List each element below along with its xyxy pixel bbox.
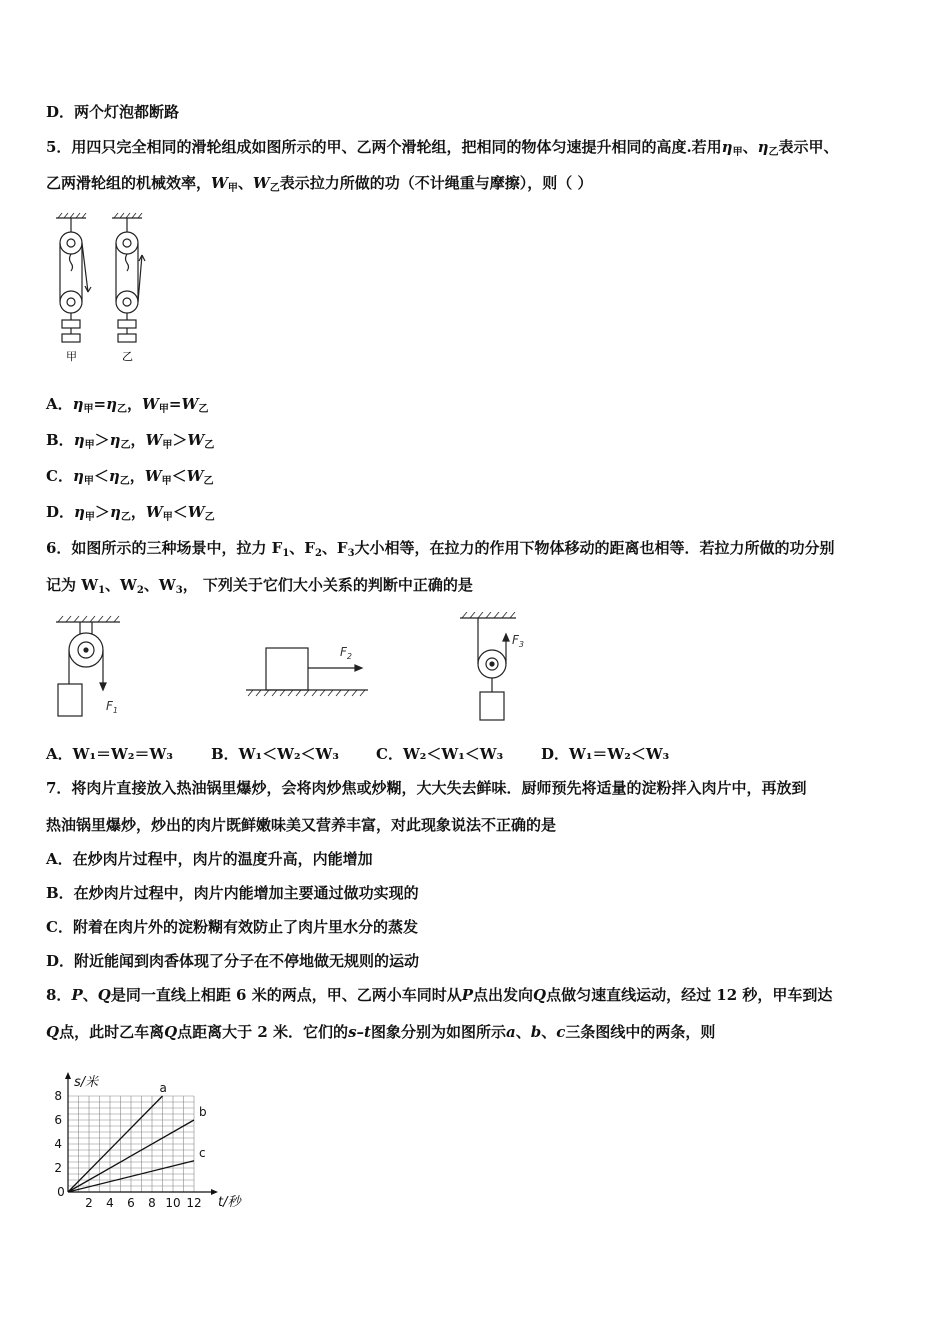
q6-fig-label-f1: $F_1$ — [106, 699, 118, 715]
q8-stem-line2: Q点，此时乙车离Q点距离大于 2 米．它们的s–t图象分别为如图所示a、b、c三条图线中的两条，则 — [46, 1023, 716, 1041]
q7-option-c: C．附着在肉片外的淀粉糊有效防止了肉片里水分的蒸发 — [46, 918, 418, 936]
chart-tick-labels — [54, 1075, 243, 1210]
series-label-b: b — [199, 1105, 207, 1119]
q6-stem-line1: 6．如图所示的三种场景中，拉力 $F_1$、$F_2$、$F_3$大小相等，在拉力的作用下物体移动的距离也相等．若拉力所做的功分别 — [46, 539, 835, 559]
q5-stem-line2: 乙两滑轮组的机械效率，$W_甲$、$W_乙$表示拉力所做的功（不计绳重与摩擦），则（ ） — [46, 174, 593, 194]
q5-option-c: C．$\eta_甲<\eta_乙$，$W_甲<W_乙$ — [46, 467, 214, 487]
q6-stem-line2: 记为 $W_1$、$W_2$、$W_3$， 下列关于它们大小关系的判断中正确的是 — [46, 576, 473, 596]
q6-option-b: B．W₁＜W₂＜W₃ — [211, 745, 339, 763]
x-axis-arrow — [211, 1189, 218, 1195]
q5-pulley-figure — [50, 210, 160, 370]
q5-option-a: A．$\eta_甲=\eta_乙$，$W_甲=W_乙$ — [46, 395, 209, 415]
x-tick-label: 2 — [85, 1196, 93, 1210]
x-tick-label: 8 — [148, 1196, 156, 1210]
x-tick-label: 0 — [57, 1185, 65, 1199]
q6-option-c: C．W₂＜W₁＜W₃ — [376, 745, 504, 763]
q5-option-d: D．$\eta_甲>\eta_乙$，$W_甲<W_乙$ — [46, 503, 215, 523]
q7-option-a: A．在炒肉片过程中，肉片的温度升高，内能增加 — [46, 850, 373, 868]
q8-st-chart — [46, 1055, 261, 1215]
x-tick-label: 10 — [165, 1196, 181, 1210]
y-tick-label: 4 — [54, 1137, 62, 1151]
q8-stem-line1: 8．P、Q是同一直线上相距 6 米的两点，甲、乙两小车同时从P点出发向Q点做匀速直线运动，经过 12 秒，甲车到达 — [46, 986, 833, 1004]
x-axis-label: t/秒 — [218, 1195, 241, 1210]
q7-stem-line1: 7．将肉片直接放入热油锅里爆炒，会将肉炒焦或炒糊，大大失去鲜味．厨师预先将适量的淀粉拌入肉片中，再放到 — [46, 779, 807, 797]
series-label-a: a — [159, 1081, 167, 1095]
q5-option-b: B．$\eta_甲>\eta_乙$，$W_甲>W_乙$ — [46, 431, 215, 451]
q6-scenes-figure — [50, 612, 550, 727]
chart-grid — [68, 1096, 194, 1192]
q4-option-d: D．两个灯泡都断路 — [46, 103, 180, 121]
x-tick-label: 4 — [106, 1196, 114, 1210]
q6-options-row — [46, 743, 669, 764]
q6-fig-label-f3: $F_3$ — [512, 633, 524, 649]
y-tick-label: 6 — [54, 1113, 62, 1127]
y-axis-label: s/米 — [74, 1075, 99, 1090]
y-axis-arrow — [65, 1072, 71, 1079]
x-tick-label: 12 — [186, 1196, 202, 1210]
q5-fig-label-yi: 乙 — [122, 350, 133, 363]
q5-stem-line1: 5．用四只完全相同的滑轮组成如图所示的甲、乙两个滑轮组，把相同的物体匀速提升相同的高度.若用$\eta_甲$、$\eta_乙$表示甲、 — [46, 138, 839, 158]
q6-fig-label-f2: $F_2$ — [340, 645, 352, 661]
x-tick-label: 6 — [127, 1196, 135, 1210]
series-label-c: c — [199, 1145, 206, 1160]
q6-option-a: A．W₁＝W₂＝W₃ — [46, 745, 173, 763]
y-tick-label: 8 — [54, 1089, 62, 1103]
q7-option-b: B．在炒肉片过程中，肉片内能增加主要通过做功实现的 — [46, 884, 419, 902]
q7-stem-line2: 热油锅里爆炒，炒出的肉片既鲜嫩味美又营养丰富，对此现象说法不正确的是 — [46, 816, 557, 834]
q7-option-d: D．附近能闻到肉香体现了分子在不停地做无规则的运动 — [46, 952, 420, 970]
q6-option-d: D．W₁＝W₂＜W₃ — [541, 745, 670, 763]
q5-fig-label-jia: 甲 — [66, 350, 77, 363]
y-tick-label: 2 — [54, 1161, 62, 1175]
